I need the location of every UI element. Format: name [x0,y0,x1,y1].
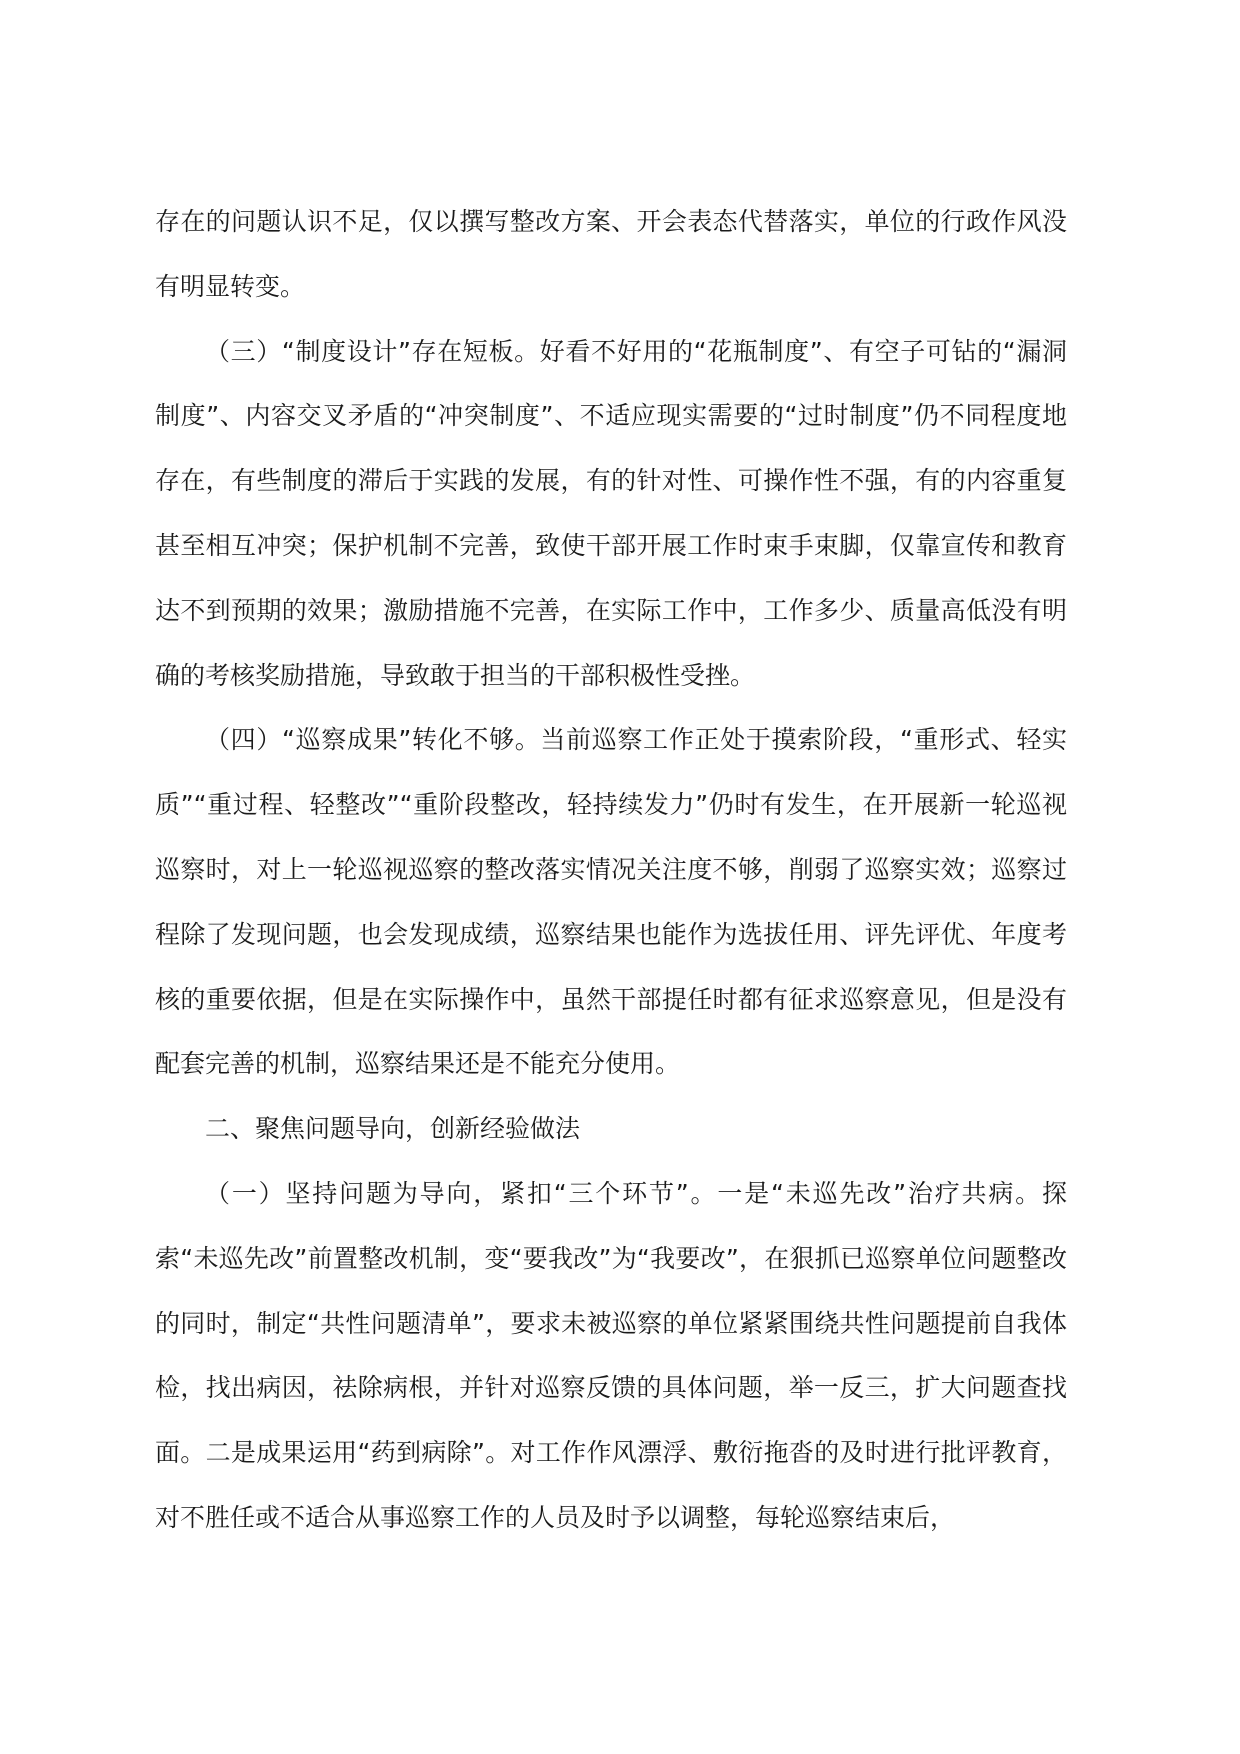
section-heading-2: 二、聚焦问题导向，创新经验做法 [205,1114,581,1144]
paragraph-section-3-institutional-design: （三）“制度设计”存在短板。好看不好用的“花瓶制度”、有空子可钻的“漏洞制度”、内容交叉矛盾的“冲突制度”、不适应现实需要的“过时制度”仍不同程度地存在，有些制度的滞后于实践的发展，有的针对性、可操作性不强，有的内容重复甚至相互冲突；保护机制不完善，致使干部开展工作时束手束脚，仅靠宣传和教育达不到预期的效果；激励措施不完善，在实际工作中，工作多少、质量高低没有明确的考核奖励措施，导致敢于担当的干部积极性受挫。 [155,336,1067,690]
paragraph-section-4-inspection-results: （四）“巡察成果”转化不够。当前巡察工作正处于摸索阶段，“重形式、轻实质”“重过程、轻整改”“重阶段整改，轻持续发力”仍时有发生，在开展新一轮巡视巡察时，对上一轮巡视巡察的整改落实情况关注度不够，削弱了巡察实效；巡察过程除了发现问题，也会发现成绩，巡察结果也能作为选拔任用、评先评优、年度考核的重要依据，但是在实际操作中，虽然干部提任时都有征求巡察意见，但是没有配套完善的机制，巡察结果还是不能充分使用。 [155,725,1067,1079]
paragraph-subsection-1-three-links: （一）坚持问题为导向，紧扣“三个环节”。一是“未巡先改”治疗共病。探索“未巡先改”前置整改机制，变“要我改”为“我要改”，在狠抓已巡察单位问题整改的同时，制定“共性问题清单”，要求未被巡察的单位紧紧围绕共性问题提前自我体检，找出病因，祛除病根，并针对巡察反馈的具体问题，举一反三，扩大问题查找面。二是成果运用“药到病除”。对工作作风漂浮、敷衍拖沓的及时进行批评教育，对不胜任或不适合从事巡察工作的人员及时予以调整，每轮巡察结束后， [155,1178,1067,1532]
paragraph-continuation: 存在的问题认识不足，仅以撰写整改方案、开会表态代替落实，单位的行政作风没有明显转变。 [155,207,1067,301]
document-body [155,190,1067,1551]
